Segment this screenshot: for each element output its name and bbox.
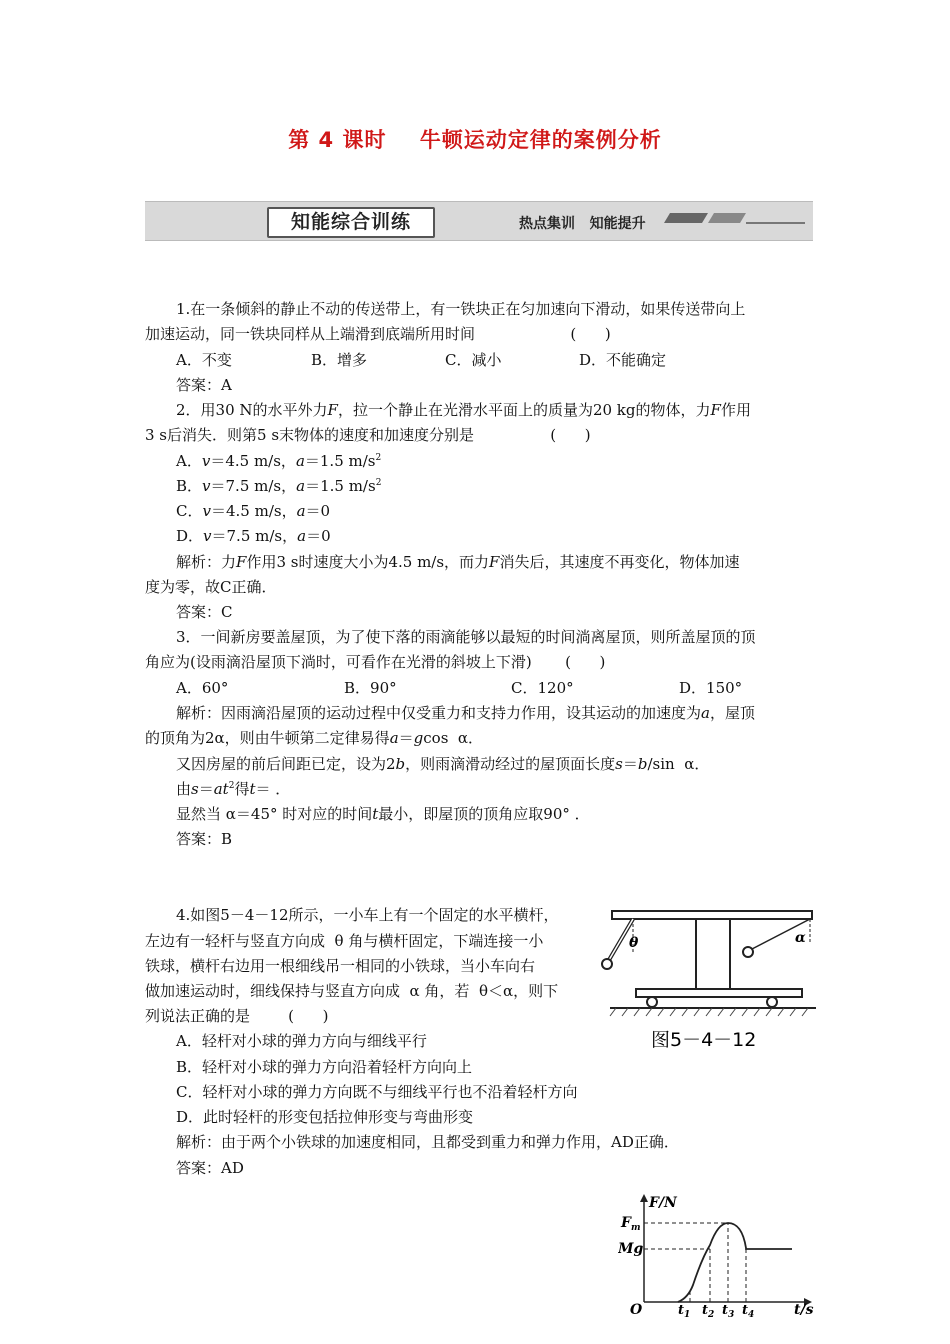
figure-cart-diagram bbox=[596, 903, 822, 1053]
banner-right-label: 热点集训 知能提升 bbox=[519, 216, 646, 232]
q3-option-d: D．150° bbox=[679, 679, 743, 697]
q3-option-b: B．90° bbox=[344, 679, 397, 697]
banner-box-label: 知能综合训练 bbox=[267, 207, 435, 238]
q1-option-b: B．增多 bbox=[311, 351, 368, 369]
q3-answer: 答案：B bbox=[176, 830, 233, 848]
q3-analysis-line1: 解析：因雨滴沿屋顶的运动过程中仅受重力和支持力作用，设其运动的加速度为a，屋顶 bbox=[176, 704, 755, 722]
q4-option-d: D．此时轻杆的形变包括拉伸形变与弯曲形变 bbox=[176, 1108, 474, 1126]
q2-option-b: B．v＝7.5 m/s，a＝1.5 $m/s^2$ bbox=[176, 477, 382, 495]
q2-option-d: D．v＝7.5 m/s，a＝0 bbox=[176, 527, 331, 545]
q2-answer: 答案：C bbox=[176, 603, 233, 621]
theta-label: θ bbox=[629, 935, 639, 951]
iron-ball-right bbox=[743, 947, 753, 957]
cart-wheel bbox=[767, 997, 777, 1007]
q4-option-b: B．轻杆对小球的弹力方向沿着轻杆方向向上 bbox=[176, 1058, 473, 1076]
page-title: 第 4 课时 牛顿运动定律的案例分析 bbox=[288, 128, 662, 152]
q3-analysis-line4: 由$s=at^2$得t＝ ． bbox=[176, 780, 291, 798]
horizontal-crossbar bbox=[612, 911, 812, 919]
alpha-label: α bbox=[795, 930, 806, 946]
q2-option-a: A．v＝4.5 m/s，a＝1.5 $m/s^2$ bbox=[176, 452, 382, 470]
q2-analysis-line2: 度为零，故C正确． bbox=[145, 578, 277, 596]
q4-stem-line5: 列说法正确的是 ( ) bbox=[145, 1007, 329, 1025]
q3-stem-line1: 3．一间新房要盖屋顶，为了使下落的雨滴能够以最短的时间淌离屋顶，则所盖屋顶的顶 bbox=[176, 628, 756, 646]
mg-label: Mg bbox=[618, 1241, 644, 1257]
q1-option-a: A．不变 bbox=[176, 351, 232, 369]
q3-option-c: C．120° bbox=[511, 679, 574, 697]
q4-analysis: 解析：由于两个小铁球的加速度相同，且都受到重力和弹力作用，AD正确． bbox=[176, 1133, 679, 1151]
q4-stem-line3: 铁球，横杆右边用一根细线吊一相同的小铁球，当小车向右 bbox=[145, 957, 536, 975]
q1-option-d: D．不能确定 bbox=[579, 351, 667, 369]
q1-stem-line2: 加速运动，同一铁块同样从上端滑到底端所用时间 ( ) bbox=[145, 325, 611, 343]
iron-ball-left bbox=[602, 959, 612, 969]
force-curve bbox=[678, 1223, 792, 1302]
q1-option-c: C．减小 bbox=[445, 351, 502, 369]
q3-analysis-line3: 又因房屋的前后间距已定，设为2b，则雨滴滑动经过的屋顶面长度s＝b/sin α． bbox=[176, 755, 710, 773]
q3-stem-line2: 角应为(设雨滴沿屋顶下淌时，可看作在光滑的斜坡上下滑) ( ) bbox=[145, 653, 606, 671]
section-banner bbox=[145, 201, 813, 241]
t3-label: $t_3$ bbox=[722, 1303, 735, 1318]
y-axis-label: F/N bbox=[649, 1195, 677, 1211]
q3-analysis-line2: 的顶角为2α，则由牛顿第二定律易得a＝gcos α． bbox=[145, 729, 484, 747]
vertical-post bbox=[696, 919, 730, 989]
t2-label: $t_2$ bbox=[702, 1303, 715, 1318]
q2-analysis-line1: 解析：力F作用3 s时速度大小为4.5 m/s，而力F消失后，其速度不再变化，物体加速 bbox=[176, 553, 740, 571]
q3-option-a: A．60° bbox=[176, 679, 229, 697]
origin-label: O bbox=[630, 1302, 643, 1318]
t4-label: $t_4$ bbox=[742, 1303, 755, 1318]
banner-decoration-icon bbox=[650, 207, 810, 231]
cart-base bbox=[636, 989, 802, 997]
q4-option-c: C．轻杆对小球的弹力方向既不与细线平行也不沿着轻杆方向 bbox=[176, 1083, 578, 1101]
q4-stem-line4: 做加速运动时，细线保持与竖直方向成 α 角，若 θ＜α，则下 bbox=[145, 982, 559, 1000]
q1-stem-line1: 1.在一条倾斜的静止不动的传送带上，有一铁块正在匀加速向下滑动，如果传送带向上 bbox=[176, 300, 746, 318]
q4-option-a: A．轻杆对小球的弹力方向与细线平行 bbox=[176, 1032, 427, 1050]
x-axis-label: t/s bbox=[794, 1302, 814, 1318]
q2-option-c: C．v＝4.5 m/s，a＝0 bbox=[176, 502, 331, 520]
cart-wheel bbox=[647, 997, 657, 1007]
figure-force-time-graph bbox=[618, 1190, 818, 1318]
q4-answer: 答案：AD bbox=[176, 1159, 244, 1177]
q4-stem-line2: 左边有一轻杆与竖直方向成 θ 角与横杆固定，下端连接一小 bbox=[145, 932, 544, 950]
figure-caption: 图5－4－12 bbox=[651, 1029, 757, 1051]
q1-answer: 答案：A bbox=[176, 376, 232, 394]
t1-label: $t_1$ bbox=[678, 1303, 691, 1318]
q3-analysis-line5: 显然当 α＝45° 时对应的时间t最小，即屋顶的顶角应取90° ． bbox=[176, 805, 590, 823]
fm-label: $F_m$ bbox=[621, 1215, 641, 1233]
q2-stem-line1: 2．用30 N的水平外力F，拉一个静止在光滑水平面上的质量为20 kg的物体，力F作用 bbox=[176, 401, 751, 419]
q2-stem-line2: 3 s后消失．则第5 s末物体的速度和加速度分别是 ( ) bbox=[145, 426, 591, 444]
q4-stem-line1: 4.如图5－4－12所示，一小车上有一个固定的水平横杆， bbox=[176, 906, 559, 924]
